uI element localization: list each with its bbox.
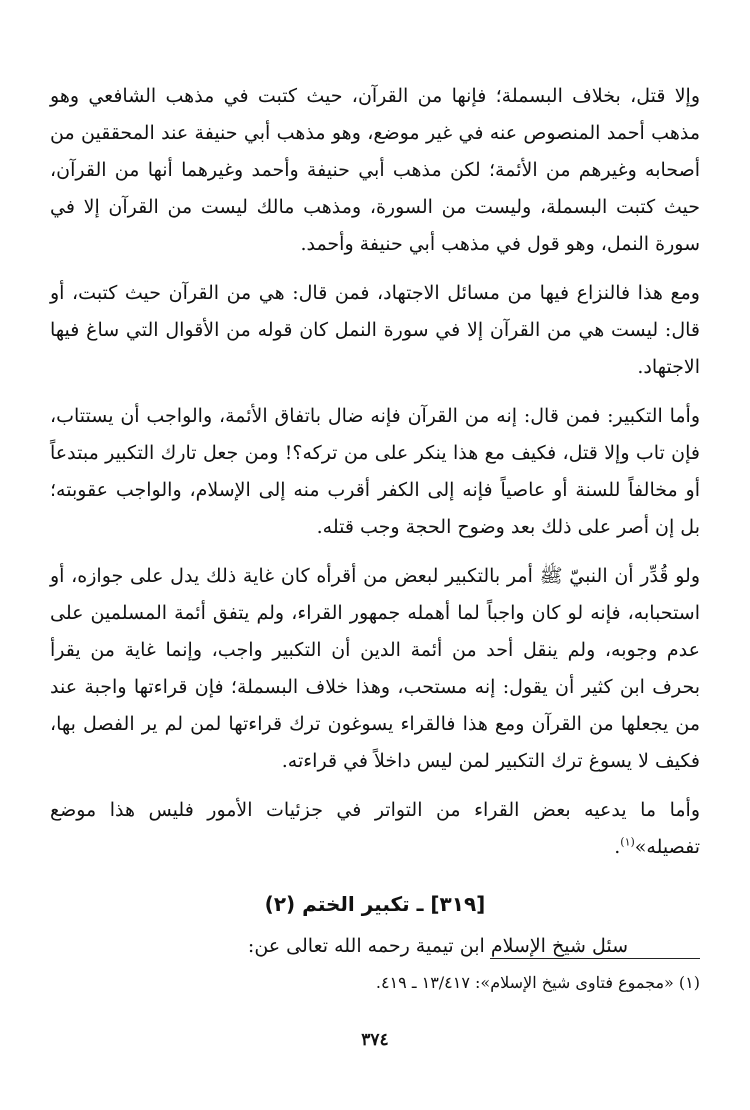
paragraph-3: وأما التكبير: فمن قال: إنه من القرآن فإنه ضال باتفاق الأئمة، والواجب أن يستتاب، فإن تاب وإلا قتل، فكيف مع هذا ينكر على من تركه؟! ومن جعل تارك التكبير مبتدعاً أو مخالفاً للسنة أو عاصياً فإنه إلى الكفر أقرب منه إلى الإسلام، والواجب عقوبته؛ بل إن أصر على ذلك بعد وضوح الحجة وجب قتله.	[50, 405, 700, 538]
footnote: (١) «مجموع فتاوى شيخ الإسلام»: ١٣/٤١٧ ـ ٤١٩.	[375, 973, 700, 992]
paragraph-5	[50, 792, 700, 866]
page-body	[50, 78, 700, 964]
paragraph-5-text: وأما ما يدعيه بعض القراء من التواتر في جزئيات الأمور فليس هذا موضع تفصيله»	[50, 799, 700, 858]
paragraph-4: ولو قُدِّر أن النبيّ ﷺ أمر بالتكبير لبعض من أقرأه كان غاية ذلك يدل على جوازه، أو استحبابه، فإنه لو كان واجباً لما أهمله جمهور القراء، ولم يتفق أئمة المسلمين على عدم وجوبه، ولم ينقل أحد من أئمة الدين أن التكبير واجب، وإنما غاية من يقرأ بحرف ابن كثير أن يقول: إنه مستحب، وهذا خلاف البسملة؛ فإن قراءتها واجبة عند من يجعلها من القرآن ومع هذا فالقراء يسوغون ترك قراءتها لمن لم ير الفصل بها، فكيف لا يسوغ ترك التكبير لمن ليس داخلاً في قراءته.	[50, 565, 700, 772]
question-intro: سئل شيخ الإسلام ابن تيمية رحمه الله تعالى عن:	[247, 935, 628, 957]
footnote-reference: (١)	[620, 835, 635, 849]
section-heading: [٣١٩] ـ تكبير الختم (٢)	[264, 892, 486, 916]
paragraph-2: ومع هذا فالنزاع فيها من مسائل الاجتهاد، فمن قال: هي من القرآن حيث كتبت، أو قال: ليست هي من القرآن إلا في سورة النمل كان قوله من الأقوال التي ساغ فيها الاجتهاد.	[50, 282, 700, 378]
paragraph-1: وإلا قتل، بخلاف البسملة؛ فإنها من القرآن، حيث كتبت في مذهب الشافعي وهو مذهب أحمد المنصوص عنه في غير موضع، وهو مذهب أبي حنيفة عند المحققين من أصحابه وغيرهم من الأئمة؛ لكن مذهب أبي حنيفة وأحمد وغيرهما أنها من القرآن، حيث كتبت البسملة، وليست من السورة، ومذهب مالك ليست من القرآن إلا في سورة النمل، وهو قول في مذهب أبي حنيفة وأحمد.	[50, 85, 700, 255]
footnote-divider	[490, 958, 700, 959]
paragraph-5-end: .	[614, 836, 621, 858]
page-number: ٣٧٤	[361, 1030, 389, 1050]
